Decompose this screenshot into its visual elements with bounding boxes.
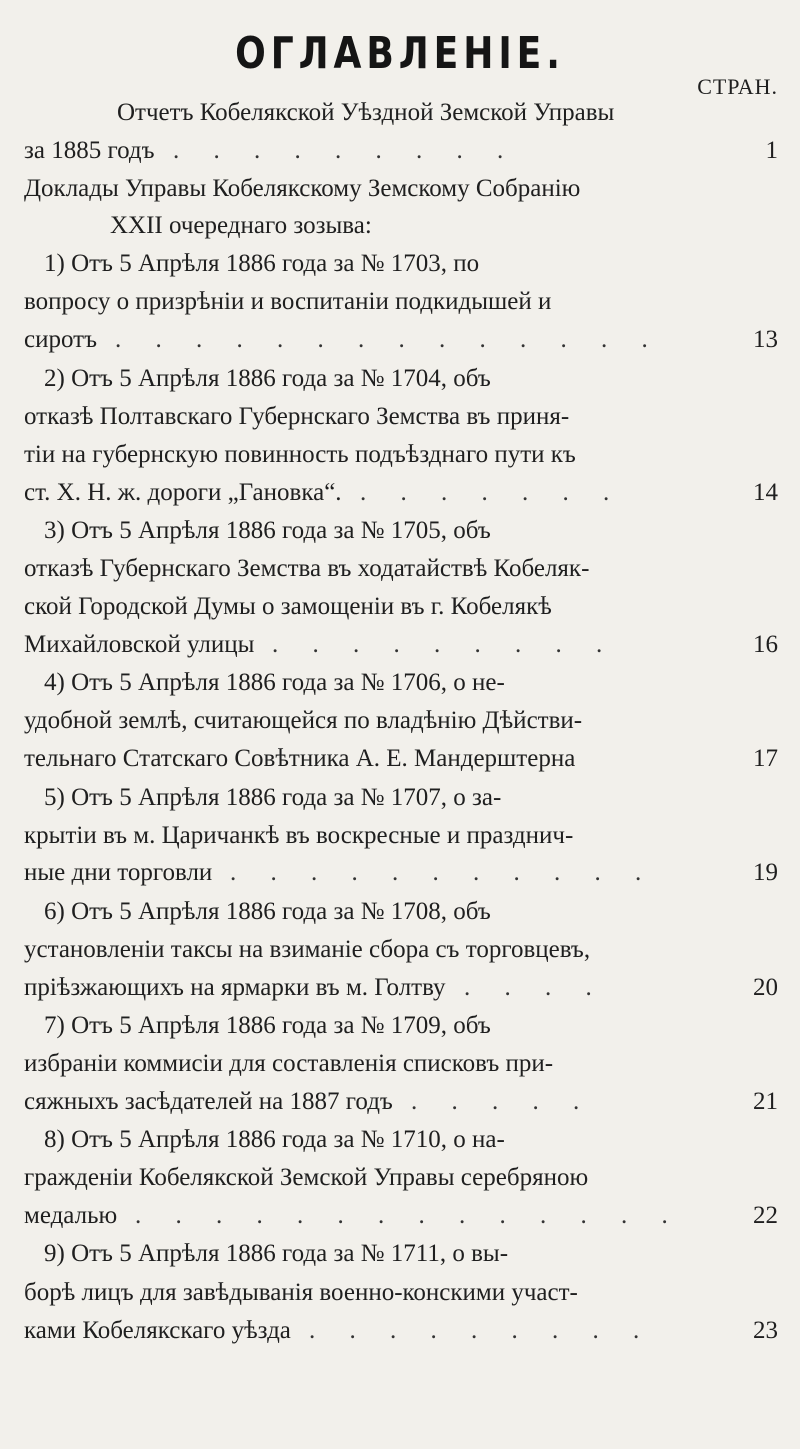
toc-line-text: Доклады Управы Кобелякскому Земскому Собранію — [24, 175, 581, 202]
toc-line-text: отказѣ Полтавскаго Губернскаго Земства въ приня- — [24, 403, 570, 430]
toc-line-text: ные дни торговли — [24, 859, 213, 886]
toc-line-text: ками Кобелякскаго уѣзда — [24, 1317, 291, 1344]
toc-page-number: 19 — [753, 859, 778, 886]
toc-line-text: 1) Отъ 5 Апрѣля 1886 года за № 1703, по — [44, 250, 480, 277]
toc-leader-dots: . . . . . . . . . . . . . . — [135, 1202, 682, 1229]
toc-line-text: XXII очереднаго зозыва: — [110, 212, 372, 239]
toc-line-text: крытіи въ м. Царичанкѣ въ воскресные и празднич- — [24, 822, 574, 849]
toc-line-text: 5) Отъ 5 Апрѣля 1886 года за № 1707, о за- — [44, 784, 502, 811]
toc-page-number: 1 — [765, 137, 778, 164]
toc-line-text: медалью — [24, 1202, 118, 1229]
toc-line-text: Михайловской улицы — [24, 631, 255, 658]
toc-line-text: 7) Отъ 5 Апрѣля 1886 года за № 1709, объ — [44, 1012, 491, 1039]
toc-leader-dots: . . . . . . . — [360, 479, 624, 506]
toc-line-text: избраніи коммисіи для составленія списковъ при- — [24, 1050, 554, 1077]
toc-page-number: 13 — [753, 326, 778, 353]
toc-line-text: Отчетъ Кобелякской Уѣздной Земской Управы — [117, 99, 615, 126]
toc-leader-dots: . . . . . — [411, 1088, 594, 1115]
toc-leader-dots: . . . . . . . . . . . — [230, 859, 656, 886]
toc-line-text: пріѣзжающихъ на ярмарки въ м. Голтву — [24, 974, 446, 1001]
toc-page-number: 17 — [753, 745, 778, 772]
toc-leader-dots: . . . . . . . . . — [309, 1317, 654, 1344]
toc-line-text: 6) Отъ 5 Апрѣля 1886 года за № 1708, объ — [44, 898, 491, 925]
toc-page-number: 16 — [753, 631, 778, 658]
toc-line-text: тельнаго Статскаго Совѣтника А. Е. Мандерштерна — [24, 745, 576, 772]
toc-line-text: тіи на губернскую повинность подъѣзднаго пути къ — [24, 441, 576, 468]
toc-line-text: гражденіи Кобелякской Земской Управы серебряною — [24, 1164, 589, 1191]
toc-line-text: сяжныхъ засѣдателей на 1887 годъ — [24, 1088, 393, 1115]
toc-line-text: 2) Отъ 5 Апрѣля 1886 года за № 1704, объ — [44, 365, 491, 392]
page-title: ОГЛАВЛЕНІЕ. — [235, 28, 565, 79]
toc-page-number: 23 — [753, 1317, 778, 1344]
toc-line-text: 4) Отъ 5 Апрѣля 1886 года за № 1706, о не- — [44, 669, 505, 696]
toc-line-text: вопросу о призрѣніи и воспитаніи подкидышей и — [24, 288, 552, 315]
toc-line-text: борѣ лицъ для завѣдыванія военно-конскими участ- — [24, 1279, 578, 1306]
toc-leader-dots: . . . . . . . . . — [173, 137, 518, 164]
toc-page-number: 22 — [753, 1202, 778, 1229]
toc-line-text: 3) Отъ 5 Апрѣля 1886 года за № 1705, объ — [44, 517, 491, 544]
toc-line-text: удобной землѣ, считающейся по владѣнію Дѣйстви- — [24, 707, 583, 734]
toc-line-text: ской Городской Думы о замощеніи въ г. Кобелякѣ — [24, 593, 552, 620]
toc-leader-dots: . . . . . . . . . . . . . . — [115, 326, 662, 353]
toc-page-number: 21 — [753, 1088, 778, 1115]
toc-line-text: ст. X. Н. ж. дороги „Гановка“. — [24, 479, 342, 506]
toc-line-text: 8) Отъ 5 Апрѣля 1886 года за № 1710, о на- — [44, 1126, 505, 1153]
toc-line-text: отказѣ Губернскаго Земства въ ходатайствѣ Кобеляк- — [24, 555, 590, 582]
toc-line-text: установленіи таксы на взиманіе сбора съ торговцевъ, — [24, 936, 591, 963]
toc-leader-dots: . . . . . . . . . — [272, 631, 617, 658]
toc-line-text: за 1885 годъ — [24, 137, 155, 164]
toc-leader-dots: . . . . — [464, 974, 606, 1001]
toc-line-text: 9) Отъ 5 Апрѣля 1886 года за № 1711, о вы- — [44, 1240, 509, 1267]
toc-page-number: 14 — [753, 479, 778, 506]
page-column-header: СТРАН. — [697, 74, 778, 99]
toc-line-text: сиротъ — [24, 326, 97, 353]
toc-page-number: 20 — [753, 974, 778, 1001]
